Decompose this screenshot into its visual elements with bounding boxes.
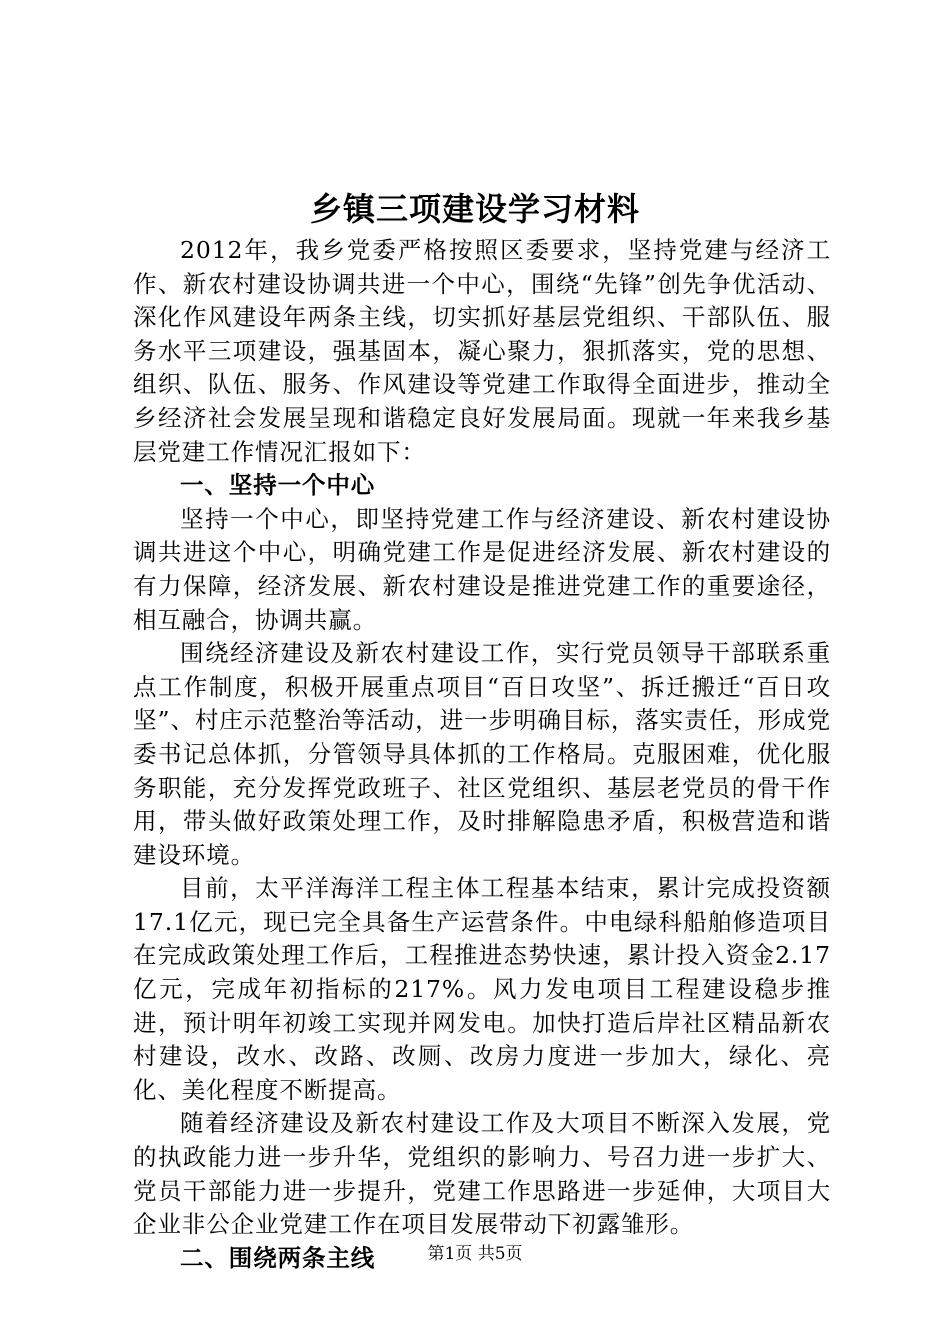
document-title: 乡镇三项建设学习材料 xyxy=(309,190,640,228)
paragraph-intro: 2012年，我乡党委严格按照区委要求，坚持党建与经济工作、新农村建设协调共进一个中心，围绕“先锋”创先争优活动、深化作风建设年两条主线，切实抓好基层党组织、干部队伍、服务水平三项建设，强基固本，凝心聚力，狠抓落实，党的思想、组织、队伍、服务、作风建设等党建工作取得全面进步，推动全乡经济社会发展呈现和谐稳定良好发展局面。现就一年来我乡基层党建工作情况汇报如下： xyxy=(133,236,831,466)
section-heading-2: 二、围绕两条主线 xyxy=(180,1243,376,1272)
page-number-footer: 第1页 共5页 xyxy=(427,1244,523,1264)
section-heading-1: 一、坚持一个中心 xyxy=(180,471,376,500)
paragraph-development: 随着经济建设及新农村建设工作及大项目不断深入发展，党的执政能力进一步升华，党组织的影响力、号召力进一步扩大、党员干部能力进一步提升，党建工作思路进一步延伸，大项目大企业非公企业党建工作在项目发展带动下初露雏形。 xyxy=(133,1109,831,1239)
paragraph-work-system: 围绕经济建设及新农村建设工作，实行党员领导干部联系重点工作制度，积极开展重点项目“百日攻坚”、拆迁搬迁“百日攻坚”、村庄示范整治等活动，进一步明确目标，落实责任，形成党委书记总体抓，分管领导具体抓的工作格局。克服困难，优化服务职能，充分发挥党政班子、社区党组织、基层老党员的骨干作用，带头做好政策处理工作，及时排解隐患矛盾，积极营造和谐建设环境。 xyxy=(133,639,831,869)
paragraph-projects: 目前，太平洋海洋工程主体工程基本结束，累计完成投资额17.1亿元，现已完全具备生产运营条件。中电绿科船舶修造项目在完成政策处理工作后，工程推进态势快速，累计投入资金2.17亿元，完成年初指标的217%。风力发电项目工程建设稳步推进，预计明年初竣工实现并网发电。加快打造后岸社区精品新农村建设，改水、改路、改厕、改房力度进一步加大，绿化、亮化、美化程度不断提高。 xyxy=(133,874,831,1104)
paragraph-center: 坚持一个中心，即坚持党建工作与经济建设、新农村建设协调共进这个中心，明确党建工作是促进经济发展、新农村建设的有力保障，经济发展、新农村建设是推进党建工作的重要途径，相互融合，协调共赢。 xyxy=(133,504,831,634)
document-body xyxy=(133,234,831,1275)
